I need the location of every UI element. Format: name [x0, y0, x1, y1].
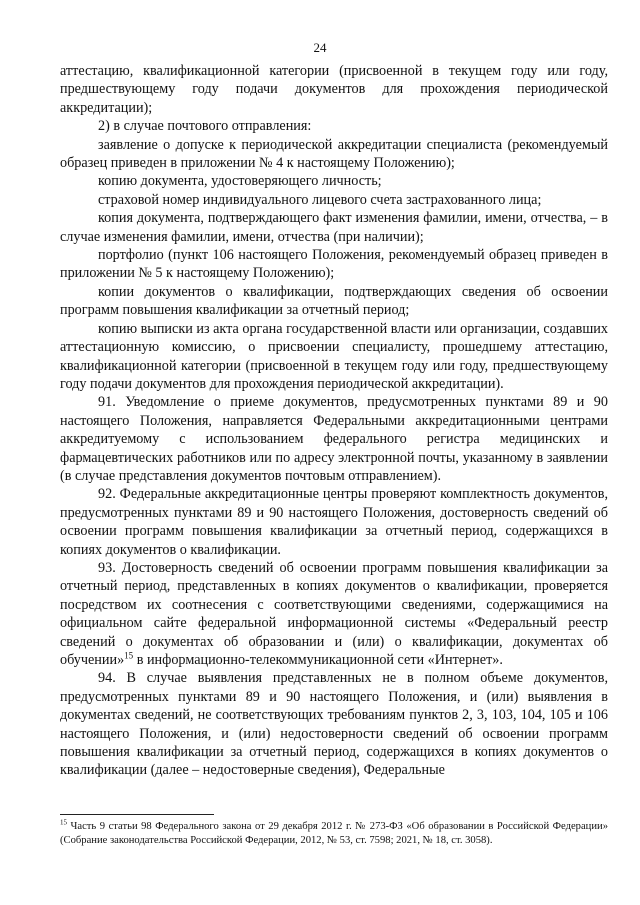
paragraph-insurance-number: страховой номер индивидуального лицевого счета застрахованного лица;	[98, 191, 542, 208]
paragraph-94: 94. В случае выявления представленных не в полном объеме документов, предусмотренных пунктами 89 и 90 настоящего Положения, и (или) выявления в документах сведений, не соответствующих требованиям пунктов 2, 3, 103, 104, 105 и 106 настоящего Положения, и (или) недостоверности сведений об освоении программ повышения квалификации за отчетный период, содержащихся в копиях документов о квалификации (далее – недостоверные сведения), Федеральные	[60, 670, 608, 779]
paragraph-identity-copy: копию документа, удостоверяющего личность;	[98, 173, 382, 190]
page-number: 24	[313, 40, 327, 55]
paragraph-name-change-copy: копия документа, подтверждающего факт изменения фамилии, имени, отчества, – в случае изменения фамилии, имени, отчества (при наличии);	[60, 210, 608, 245]
paragraph-attestation-extract: копию выписки из акта органа государственной власти или организации, создавших аттестационную комиссию, о присвоении специалисту, прошедшему аттестацию, квалификационной категории (присвоенной в текущем году или году, предшествующему году подачи документов для прохождения периодической аккредитации).	[60, 320, 608, 392]
paragraph-93-text-after: в информационно-телекоммуникационной сети «Интернет».	[133, 652, 503, 668]
body-text	[60, 62, 608, 780]
paragraph-93	[60, 559, 608, 669]
paragraph-93-text: 93. Достоверность сведений об освоении программ повышения квалификации за отчетный период, представленных в копиях документов о квалификации, проверяется посредством их соотнесения с соответствующими сведениями, содержащимися на официальном сайте федеральной информационной системы «Федеральный реестр сведений о документах об образовании и (или) о квалификации, документах об обучении»	[60, 559, 608, 668]
paragraph-attestation-continued: аттестацию, квалификационной категории (присвоенной в текущем году или году, предшествующему году подачи документов для прохождения периодической аккредитации);	[60, 63, 608, 116]
footnote	[60, 820, 608, 848]
footnote-reference: 15	[124, 650, 134, 661]
footnote-text: Часть 9 статьи 98 Федерального закона от 29 декабря 2012 г. № 273-ФЗ «Об образовании в Российской Федерации» (Собрание законодательства Российской Федерации, 2012, № 53, ст. 7598; 2021, № 18, ст. 3058).	[60, 821, 608, 846]
paragraph-92: 92. Федеральные аккредитационные центры проверяют комплектность документов, предусмотренных пунктами 89 и 90 настоящего Положения, достоверность сведений об освоении программ повышения квалификации за отчетный период, содержащихся в копиях документов о квалификации.	[60, 486, 608, 558]
paragraph-application: заявление о допуске к периодической аккредитации специалиста (рекомендуемый образец приведен в приложении № 4 к настоящему Положению);	[60, 136, 608, 172]
footnote-divider	[60, 814, 214, 815]
paragraph-postal-heading: 2) в случае почтового отправления:	[98, 118, 312, 135]
paragraph-portfolio: портфолио (пункт 106 настоящего Положения, рекомендуемый образец приведен в приложении № 5 к настоящему Положению);	[60, 247, 608, 282]
footnote-marker: 15	[60, 818, 67, 827]
paragraph-91: 91. Уведомление о приеме документов, предусмотренных пунктами 89 и 90 настоящего Положения, направляется Федеральными аккредитационными центрами аккредитуемому с использованием федерального регистра медицинских и фармацевтических работников или по адресу электронной почты, указанному в заявлении (в случае представления документов почтовым отправлением).	[60, 394, 608, 484]
paragraph-qualification-copies: копии документов о квалификации, подтверждающих сведения об освоении программ повышения квалификации за отчетный период;	[60, 283, 608, 319]
